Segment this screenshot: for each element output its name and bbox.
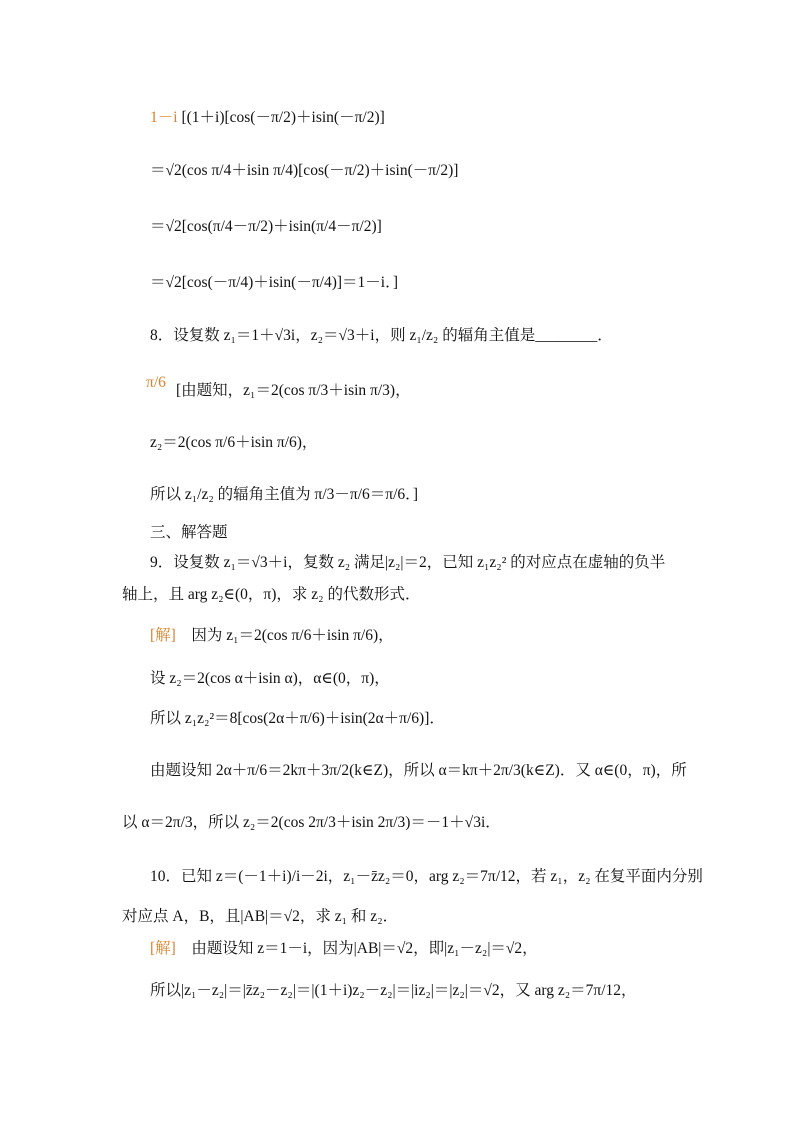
jie-label: [解] — [150, 627, 176, 644]
line-2: ＝√2(cos π/4＋isin π/4)[cos(－π/2)＋isin(－π/2)] — [150, 162, 459, 179]
line-7: z₂＝2(cos π/6＋isin π/6)， — [150, 434, 318, 451]
question-10-line-1: 10．已知 z＝(－1＋i)/i－2i，z₁－z̄z₂＝0，arg z₂＝7π/12，若 z₁，z₂ 在复平面内分别 — [150, 868, 703, 885]
line-4: ＝√2[cos(－π/4)＋isin(－π/4)]＝1－i．] — [150, 274, 399, 291]
jie-label-2: [解] — [150, 940, 176, 957]
line-6: [由题知，z₁＝2(cos π/3＋isin π/3)， — [176, 382, 411, 399]
solution-9-line-1: [解] 因为 z₁＝2(cos π/6＋isin π/6)， — [150, 627, 394, 644]
answer-7-prefix: 1－i — [150, 109, 178, 126]
question-9-line-2: 轴上，且 arg z₂∈(0，π)，求 z₂ 的代数形式． — [122, 586, 421, 603]
solution-9-line-2: 设 z₂＝2(cos α＋isin α)，α∈(0，π)， — [150, 670, 390, 687]
answer-8: π/6 — [146, 374, 166, 391]
question-10-line-2: 对应点 A，B，且|AB|＝√2，求 z₁ 和 z₂． — [122, 908, 399, 925]
line-1-rest: [(1＋i)[cos(－π/2)＋isin(－π/2)] — [177, 109, 385, 126]
solution-10-line-1: [解] 由题设知 z＝1－i，因为|AB|＝√2，即|z₁－z₂|＝√2， — [150, 940, 538, 957]
line-1 — [150, 107, 385, 129]
solution-9-line-4: 由题设知 2α＋π/6＝2kπ＋3π/2(k∈Z)，所以 α＝kπ＋2π/3(k∈Z)．又 α∈(0，π)，所 — [150, 762, 687, 779]
solution-9-line-3: 所以 z₁z₂²＝8[cos(2α＋π/6)＋isin(2α＋π/6)]． — [150, 710, 445, 727]
line-3: ＝√2[cos(π/4－π/2)＋isin(π/4－π/2)] — [150, 218, 382, 235]
solution-9-line-5: 以 α＝2π/3，所以 z₂＝2(cos 2π/3＋isin 2π/3)＝－1＋√3i． — [122, 814, 501, 831]
question-9-line-1: 9．设复数 z₁＝√3＋i，复数 z₂ 满足|z₂|＝2，已知 z₁z₂² 的对应点在虚轴的负半 — [150, 554, 666, 571]
section-heading: 三、解答题 — [150, 524, 228, 541]
question-8: 8．设复数 z₁＝1＋√3i，z₂＝√3＋i，则 z₁/z₂ 的辐角主值是________． — [150, 327, 613, 344]
solution-10-line-2: 所以|z₁－z₂|＝|z̄z₂－z₂|＝|(1＋i)z₂－z₂|＝|iz₂|＝|z₂|＝√2，又 arg z₂＝7π/12， — [150, 982, 637, 999]
line-8: 所以 z₁/z₂ 的辐角主值为 π/3－π/6＝π/6．] — [150, 486, 419, 503]
